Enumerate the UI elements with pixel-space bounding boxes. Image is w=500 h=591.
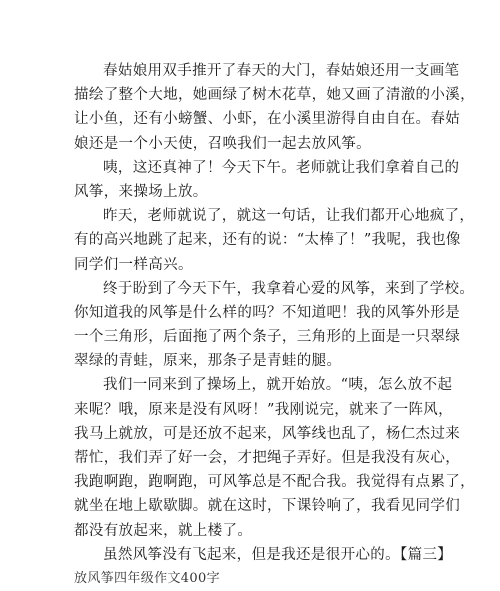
text-line: 就坐在地上歇歇脚。就在这时，下课铃响了，我看见同学们 [74, 498, 461, 515]
text-line: 咦，这还真神了！今天下午。老师就让我们拿着自己的 [103, 159, 460, 176]
text-line: 翠绿的青蛙，原来，那条子是青蛙的腿。 [74, 353, 342, 370]
text-line: 风筝，来操场上放。 [74, 183, 208, 200]
text-line: 你知道我的风筝是什么样的吗？不知道吧！我的风筝外形是 [74, 304, 461, 321]
text-line: 来呢？哦，原来是没有风呀！”我刚说完，就来了一阵风， [74, 401, 454, 418]
text-line: 我跑啊跑，跑啊跑，可风筝总是不配合我。我觉得有点累了， [74, 474, 475, 491]
text-line: 描绘了整个大地，她画绿了树木花草，她又画了清澈的小溪， [74, 87, 475, 104]
text-line: 春姑娘用双手推开了春天的大门，春姑娘还用一支画笔 [103, 63, 460, 79]
text-line: 我们一同来到了操场上，就开始放。“咦，怎么放不起 [103, 377, 453, 394]
article-body [74, 59, 475, 586]
text-line: 昨天，老师就说了，就这一句话，让我们都开心地疯了， [103, 208, 475, 225]
text-line-cut-off: 放风筝四年级作文400字 [74, 570, 221, 586]
text-line: 娘还是一个小天使，召唤我们一起去放风筝。 [74, 135, 371, 152]
text-line: 终于盼到了今天下午，我拿着心爱的风筝，来到了学校。 [103, 280, 475, 297]
text-line: 让小鱼，还有小螃蟹、小虾，在小溪里游得自由自在。春姑 [74, 111, 461, 128]
text-line: 同学们一样高兴。 [74, 256, 193, 273]
text-line: 一个三角形，后面拖了两个条子，三角形的上面是一只翠绿 [74, 329, 461, 346]
text-line: 帮忙，我们弄了好一会，才把绳子弄好。但是我没有灰心， [74, 450, 461, 466]
text-line: 虽然风筝没有飞起来，但是我还是很开心的。【篇三】 [103, 546, 453, 563]
text-line: 都没有放起来，就上楼了。 [74, 522, 253, 539]
text-line: 有的高兴地跳了起来，还有的说：“太棒了！”我呢，我也像 [74, 232, 461, 249]
text-line: 我马上就放，可是还放不起来，风筝线也乱了，杨仁杰过来 [74, 425, 461, 442]
